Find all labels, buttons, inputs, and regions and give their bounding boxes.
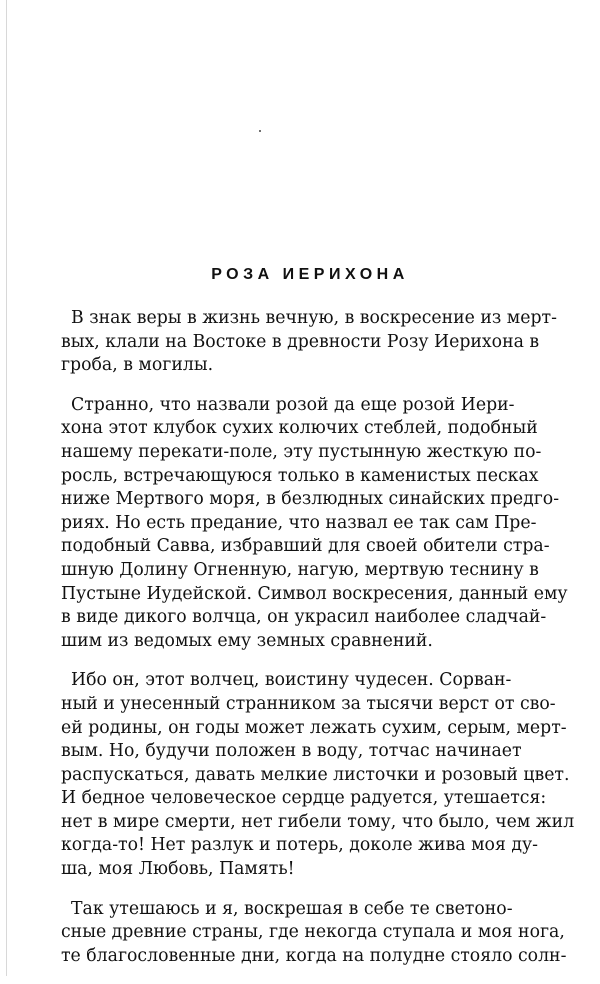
- chapter-title: РОЗА ИЕРИХОНА: [211, 266, 409, 283]
- text-line: вым. Но, будучи положен в воду, тотчас начинает: [61, 741, 522, 762]
- paragraph-4: [61, 898, 567, 969]
- page-edge: [6, 0, 7, 976]
- text-line: риях. Но есть предание, что назвал ее так сам Пре-: [61, 512, 537, 533]
- text-line: Странно, что назвали розой да еще розой Иери-: [71, 394, 515, 415]
- print-speck: [259, 130, 261, 132]
- text-line: ниже Мертвого моря, в безлюдных синайских предго-: [61, 489, 560, 510]
- text-line: сные древние страны, где некогда ступала и моя нога,: [61, 922, 565, 943]
- text-line: И бедное человеческое сердце радуется, утешается:: [61, 788, 547, 809]
- text-line: ей родины, он годы может лежать сухим, серым, мерт-: [61, 717, 567, 738]
- paragraph-1: [61, 307, 557, 378]
- text-line: шим из ведомых ему земных сравнений.: [61, 630, 433, 651]
- text-line: гроба, в могилы.: [61, 355, 214, 376]
- text-line: ша, моя Любовь, Память!: [61, 859, 295, 880]
- paragraph-2: [61, 394, 568, 654]
- paragraph-3: [61, 669, 575, 881]
- text-line: ный и унесенный странником за тысячи верст от сво-: [61, 693, 556, 714]
- text-line: В знак веры в жизнь вечную, в воскресение из мерт-: [71, 308, 557, 328]
- text-line: хона этот клубок сухих колючих стеблей, подобный: [61, 418, 538, 439]
- text-line: когда-то! Нет разлук и потерь, доколе жива моя ду-: [61, 835, 538, 856]
- text-line: распускаться, давать мелкие листочки и розовый цвет.: [61, 764, 570, 785]
- text-line: Так утешаюсь и я, воскрешая в себе те светоно-: [71, 898, 513, 919]
- body-text: [61, 307, 575, 984]
- text-line: росль, встречающуюся только в каменистых песках: [61, 465, 539, 486]
- text-line: нашему перекати-поле, эту пустынную жесткую по-: [61, 441, 542, 462]
- text-line: те благословенные дни, когда на полудне стояло солн-: [61, 945, 567, 966]
- text-line: Пустыне Иудейской. Символ воскресения, данный ему: [61, 583, 568, 604]
- text-line: шную Долину Огненную, нагую, мертвую теснину в: [61, 559, 539, 580]
- text-line: подобный Савва, избравший для своей обители стра-: [61, 536, 550, 557]
- text-line: Ибо он, этот волчец, воистину чудесен. Сорван-: [71, 670, 512, 691]
- text-line: нет в мире смерти, нет гибели тому, что было, чем жил: [61, 811, 575, 832]
- text-line: в виде дикого волчца, он украсил наиболее сладчай-: [61, 607, 547, 628]
- text-line: вых, клали на Востоке в древности Розу Иерихона в: [61, 331, 540, 352]
